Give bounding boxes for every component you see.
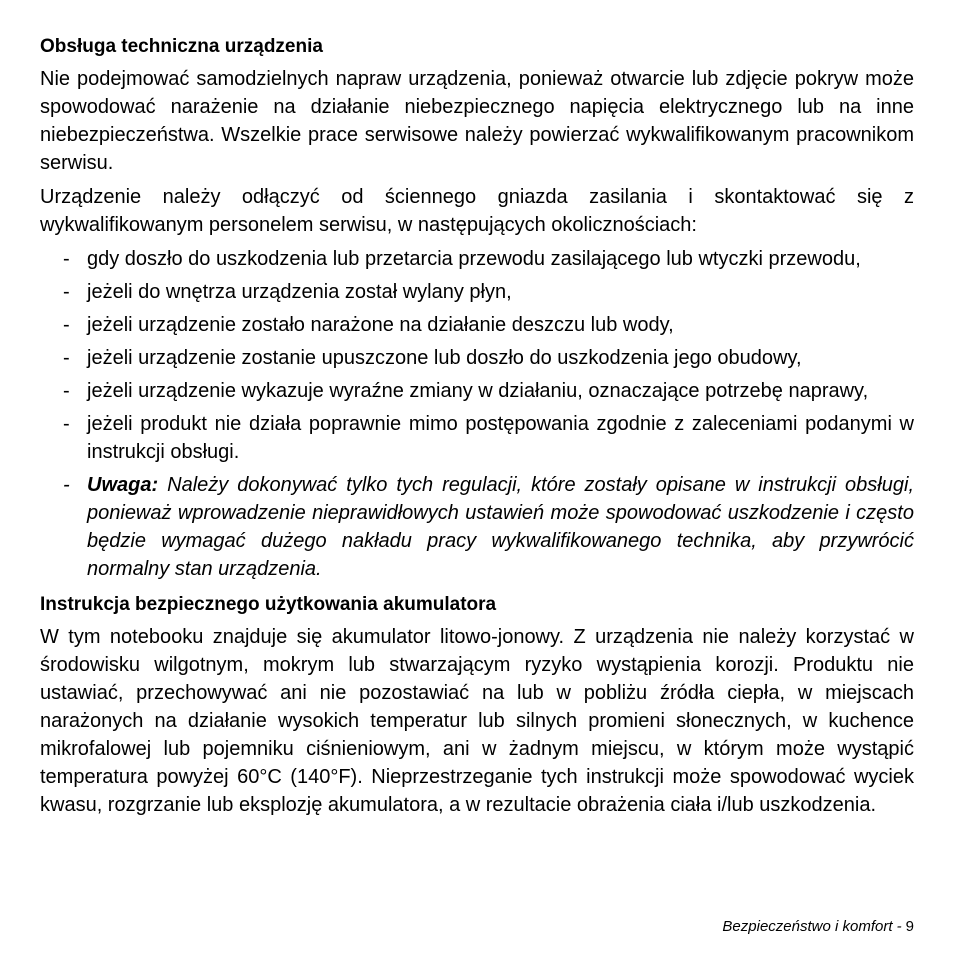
paragraph-no-self-repair: Nie podejmować samodzielnych napraw urządzenia, ponieważ otwarcie lub zdjęcie pokryw może spowodować narażenie na działanie niebezpiecznego napięcia elektrycznego lub na inne niebezpieczeństwa. Wszelkie prace serwisowe należy powierzać wykwalifikowanym pracownikom serwisu.	[40, 68, 914, 174]
note-label: Uwaga:	[87, 474, 159, 496]
list-item	[40, 278, 914, 306]
section-heading-battery: Instrukcja bezpiecznego użytkowania akumulatora	[40, 594, 497, 615]
paragraph-unplug-conditions: Urządzenie należy odłączyć od ściennego gniazda zasilania i skontaktować się z wykwalifikowanym personelem serwisu, w następujących okolicznościach:	[40, 186, 914, 236]
section-heading-maintenance: Obsługa techniczna urządzenia	[40, 36, 323, 57]
list-dash: -	[63, 347, 70, 369]
conditions-list	[40, 245, 914, 583]
list-item-note	[40, 471, 914, 583]
list-dash: -	[63, 474, 70, 496]
page-number: 9	[905, 918, 914, 935]
list-dash: -	[63, 281, 70, 303]
list-item	[40, 311, 914, 339]
list-dash: -	[63, 380, 70, 402]
list-item	[40, 377, 914, 405]
page-footer	[722, 917, 914, 937]
list-item	[40, 410, 914, 466]
list-item-text: jeżeli produkt nie działa poprawnie mimo postępowania zgodnie z zaleceniami podanymi w instrukcji obsługi.	[87, 413, 914, 463]
list-dash: -	[63, 314, 70, 336]
list-dash: -	[63, 413, 70, 435]
list-item	[40, 245, 914, 273]
list-item-text: jeżeli urządzenie wykazuje wyraźne zmiany w działaniu, oznaczające potrzebę naprawy,	[87, 380, 869, 402]
list-item-text: gdy doszło do uszkodzenia lub przetarcia przewodu zasilającego lub wtyczki przewodu,	[87, 248, 861, 270]
list-item	[40, 344, 914, 372]
note-text: Należy dokonywać tylko tych regulacji, które zostały opisane w instrukcji obsługi, ponieważ wprowadzenie nieprawidłowych ustawień może spowodować uszkodzenie i często będzie wymagać dużego nakładu pracy wykwalifikowanego technika, aby przywrócić normalny stan urządzenia.	[87, 474, 914, 580]
list-item-text: jeżeli do wnętrza urządzenia został wylany płyn,	[87, 281, 512, 303]
list-dash: -	[63, 248, 70, 270]
list-item-text: jeżeli urządzenie zostało narażone na działanie deszczu lub wody,	[87, 314, 674, 336]
footer-title: Bezpieczeństwo i komfort -	[722, 918, 902, 935]
paragraph-battery-safety: W tym notebooku znajduje się akumulator litowo-jonowy. Z urządzenia nie należy korzystać w środowisku wilgotnym, mokrym lub stwarzającym ryzyko wystąpienia korozji. Produktu nie ustawiać, przechowywać ani nie pozostawiać na lub w pobliżu źródła ciepła, w miejscach narażonych na działanie wysokich temperatur lub silnych promieni słonecznych, w kuchence mikrofalowej lub pojemniku ciśnieniowym, ani w żadnym miejscu, w którym może wystąpić temperatura powyżej 60°C (140°F). Nieprzestrzeganie tych instrukcji może spowodować wyciek kwasu, rozgrzanie lub eksplozję akumulatora, a w rezultacie obrażenia ciała i/lub uszkodzenia.	[40, 626, 914, 816]
list-item-text: jeżeli urządzenie zostanie upuszczone lub doszło do uszkodzenia jego obudowy,	[87, 347, 802, 369]
